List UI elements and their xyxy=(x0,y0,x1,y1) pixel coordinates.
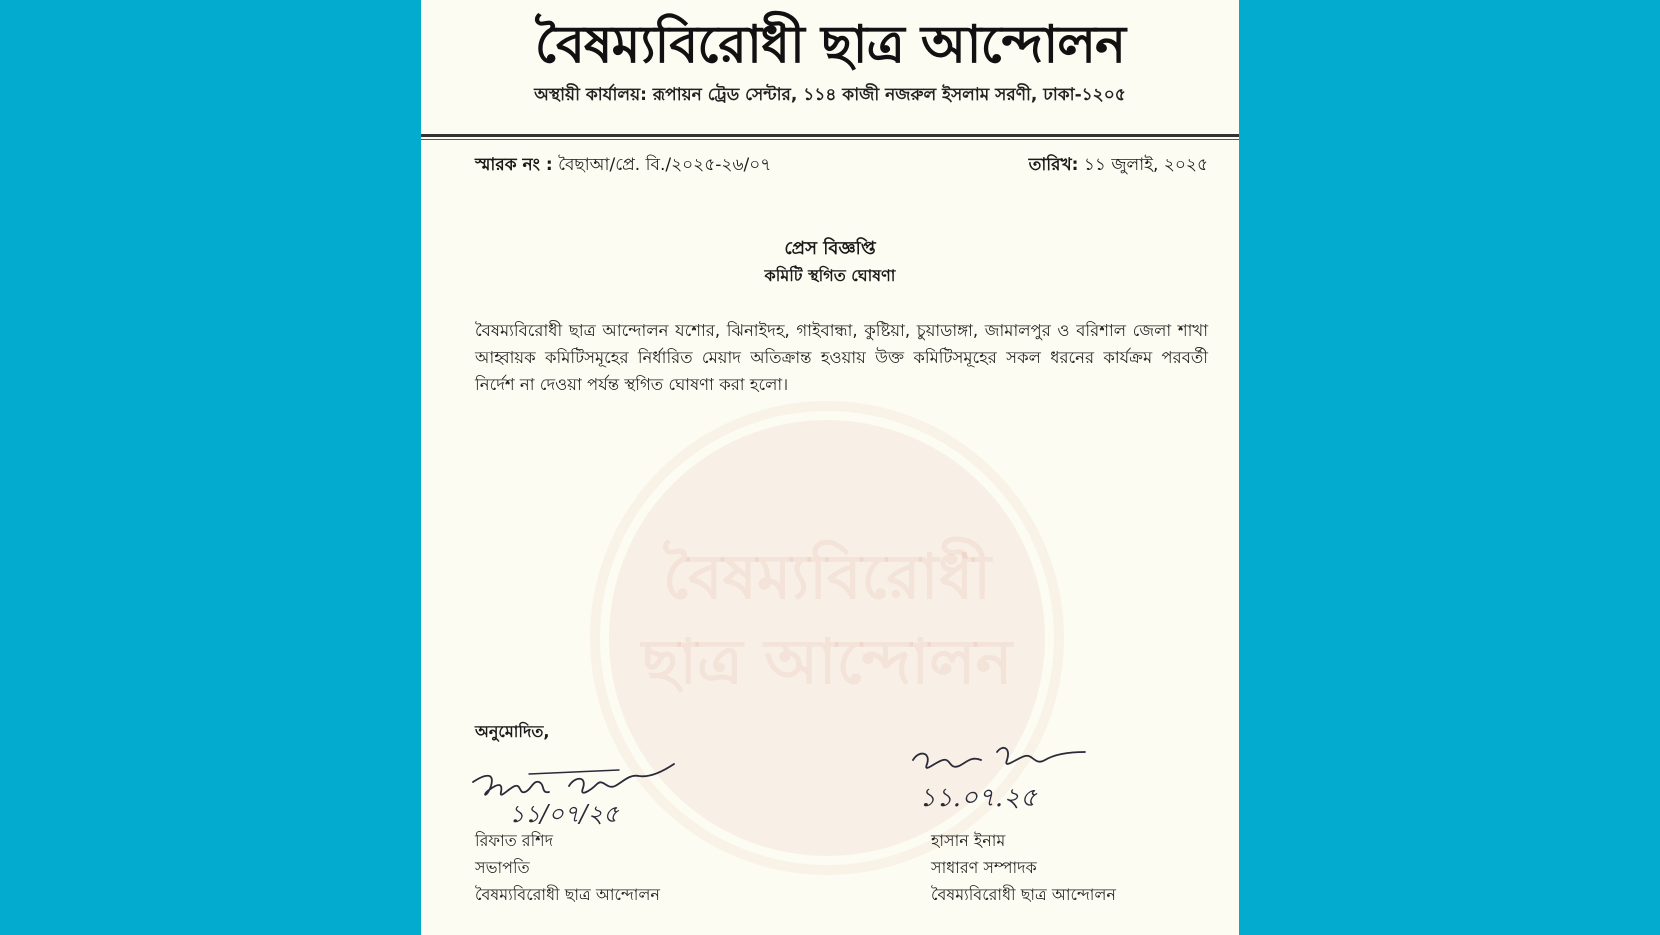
signatory-right-role: সাধারণ সম্পাদক xyxy=(931,858,1037,877)
signature-right xyxy=(909,742,1089,822)
office-address: অস্থায়ী কার্যালয়: রূপায়ন ট্রেড সেন্টার, ১১৪ কাজী নজরুল ইসলাম সরণী, ঢাকা-১২০৫ xyxy=(534,85,1126,105)
press-release-heading: প্রেস বিজ্ঞপ্তি xyxy=(784,238,876,259)
date-label: তারিখ: xyxy=(1028,155,1079,175)
signature-left xyxy=(469,752,679,830)
date-value: ১১ জুলাই, ২০২৫ xyxy=(1083,155,1208,175)
signature-right-date: ১১.০৭.২৫ xyxy=(919,783,1037,813)
press-release-body: বৈষম্যবিরোধী ছাত্র আন্দোলন যশোর, ঝিনাইদহ, গাইবান্ধা, কুষ্টিয়া, চুয়াডাঙ্গা, জামালপুর ও বরিশাল জেলা শাখা আহ্বায়ক কমিটিসমূহের নির্ধারিত মেয়াদ অতিক্রান্ত হওয়ায় উক্ত কমিটিসমূহের সকল ধরনের কার্যক্রম পরবর্তী নির্দেশ না দেওয়া পর্যন্ত স্থগিত ঘোষণা করা হলো। xyxy=(475,321,1208,394)
approval-label: অনুমোদিত, xyxy=(475,722,550,741)
signatory-left-org: বৈষম্যবিরোধী ছাত্র আন্দোলন xyxy=(475,885,660,904)
signatory-left xyxy=(475,827,660,908)
signatory-left-name: রিফাত রশিদ xyxy=(475,831,554,850)
signatory-left-role: সভাপতি xyxy=(475,858,530,877)
memo-label: স্মারক নং : xyxy=(475,155,553,175)
press-release-document xyxy=(421,0,1239,935)
organization-title: বৈষম্যবিরোধী ছাত্র আন্দোলন xyxy=(534,15,1126,75)
memo-number xyxy=(475,153,771,177)
signature-left-date: ১১/০৭/২৫ xyxy=(509,800,619,828)
press-release-subject: কমিটি স্থগিত ঘোষণা xyxy=(764,266,896,285)
signatory-right xyxy=(931,827,1116,908)
header-divider-thin xyxy=(421,139,1239,140)
document-date xyxy=(1029,153,1208,177)
watermark-line-1: বৈষম্যবিরোধী xyxy=(663,540,991,613)
watermark-line-2: ছাত্র আন্দোলন xyxy=(641,625,1013,698)
signatory-right-org: বৈষম্যবিরোধী ছাত্র আন্দোলন xyxy=(931,885,1116,904)
memo-value: বৈছাআ/প্রে. বি./২০২৫-২৬/০৭ xyxy=(558,155,772,175)
signatory-right-name: হাসান ইনাম xyxy=(931,831,1006,850)
header-divider xyxy=(421,134,1239,137)
